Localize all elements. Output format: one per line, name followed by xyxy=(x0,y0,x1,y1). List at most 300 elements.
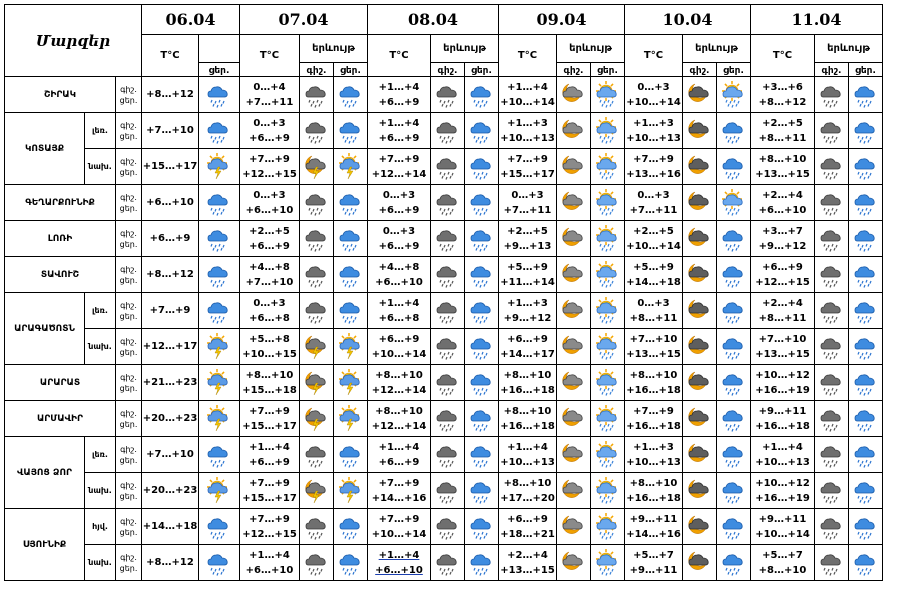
dark-rain-cloud-icon xyxy=(434,441,462,469)
dark-rain-cloud-icon xyxy=(434,153,462,181)
day-label: ցեր. xyxy=(119,275,138,285)
night-temp: +2…+4 xyxy=(762,297,803,309)
night-temp: +8…+10 xyxy=(375,405,423,417)
day-weather-icon-cell xyxy=(717,329,751,365)
night-label: գիշ. xyxy=(120,336,137,346)
dark-rain-cloud-icon xyxy=(434,333,462,361)
night-weather-icon-cell xyxy=(557,329,591,365)
night-label: գիշ. xyxy=(120,228,137,238)
moon-cloud-icon xyxy=(560,405,588,433)
day-weather-icon-cell xyxy=(591,401,625,437)
temp-range-cell xyxy=(625,509,683,545)
day-weather-icon-cell xyxy=(717,77,751,113)
day-temp: +9…+12 xyxy=(758,240,807,252)
day-temp: +16…+18 xyxy=(755,420,810,432)
day-label: ցեր. xyxy=(119,95,138,105)
table-row xyxy=(5,257,883,293)
dark-rain-cloud-icon xyxy=(434,117,462,145)
night-temp: +9…+11 xyxy=(758,405,807,417)
table-row xyxy=(5,401,883,437)
weather-icon-cell xyxy=(199,437,240,473)
date-header: 10.04 xyxy=(625,5,751,35)
night-temp: +1…+4 xyxy=(762,441,803,453)
night-weather-icon-cell xyxy=(300,149,334,185)
rain-icon xyxy=(205,225,233,253)
moon-cloud-icon xyxy=(560,189,588,217)
temp-range-cell xyxy=(751,437,815,473)
moon-dark-cloud-icon xyxy=(686,297,714,325)
day-weather-icon-cell xyxy=(591,221,625,257)
time-of-day-label xyxy=(116,473,142,509)
time-of-day-label xyxy=(116,293,142,329)
rain-icon xyxy=(337,225,365,253)
rain-icon xyxy=(468,549,496,577)
region-name: ՏԱՎՈՒՇ xyxy=(5,257,116,293)
night-temp: +8…+10 xyxy=(375,369,423,381)
day-weather-icon-cell xyxy=(334,437,368,473)
night-weather-icon-cell xyxy=(683,185,717,221)
temp-range-cell xyxy=(240,149,300,185)
table-row xyxy=(5,437,883,473)
sun-cloud-icon xyxy=(720,81,748,109)
day-label: ցեր. xyxy=(119,347,138,357)
rain-icon xyxy=(205,441,233,469)
temp-day-cell: +8…+12 xyxy=(142,257,199,293)
night-temp: 0…+3 xyxy=(511,189,544,201)
day-temp: +12…+14 xyxy=(371,384,427,396)
night-temp: +7…+9 xyxy=(249,513,290,525)
day-temp: +12…+14 xyxy=(371,420,427,432)
night-temp: +1…+4 xyxy=(378,81,420,93)
temp-range-cell xyxy=(751,185,815,221)
temp-day-cell: +15…+17 xyxy=(142,149,199,185)
day-temp: +10…+14 xyxy=(755,528,810,540)
night-temp: +1…+4 xyxy=(507,81,548,93)
night-weather-icon-cell xyxy=(431,257,465,293)
night-weather-icon-cell xyxy=(431,77,465,113)
night-temp: +6…+9 xyxy=(762,261,803,273)
day-temp: +16…+18 xyxy=(500,384,555,396)
rain-icon xyxy=(468,261,496,289)
night-weather-icon-cell xyxy=(815,437,849,473)
temp-range-cell xyxy=(499,509,557,545)
dark-rain-cloud-icon xyxy=(818,441,846,469)
dark-rain-cloud-icon xyxy=(434,369,462,397)
day-temp: +16…+19 xyxy=(755,384,810,396)
day-label: ցեր. xyxy=(119,527,138,537)
moon-dark-cloud-icon xyxy=(686,333,714,361)
day-temp: +16…+18 xyxy=(626,384,681,396)
day-weather-icon-cell xyxy=(849,185,883,221)
phen-header: երևույթ xyxy=(683,35,751,63)
time-of-day-label xyxy=(116,329,142,365)
moon-dark-cloud-icon xyxy=(686,477,714,505)
day-label: ցեր. xyxy=(119,131,138,141)
dark-rain-cloud-icon xyxy=(303,297,331,325)
day-temp: +9…+12 xyxy=(503,312,552,324)
night-temp: +7…+9 xyxy=(633,153,674,165)
dark-rain-cloud-icon xyxy=(303,117,331,145)
day-weather-icon-cell xyxy=(717,365,751,401)
dark-rain-cloud-icon xyxy=(818,513,846,541)
temp-range-cell xyxy=(751,113,815,149)
night-weather-icon-cell xyxy=(683,221,717,257)
night-weather-icon-cell xyxy=(300,329,334,365)
zone-label: նախ. xyxy=(85,329,116,365)
day-temp: +8…+12 xyxy=(758,96,807,108)
night-weather-icon-cell xyxy=(557,509,591,545)
moon-dark-cloud-icon xyxy=(686,405,714,433)
region-name: ԱՐԱԳԱԾՈՏՆ xyxy=(5,293,85,365)
dark-rain-cloud-icon xyxy=(303,513,331,541)
temp-range-cell xyxy=(499,113,557,149)
region-name: ԳԵՂԱՐՔՈՒՆԻՔ xyxy=(5,185,116,221)
rain-icon xyxy=(852,117,880,145)
rain-icon xyxy=(852,549,880,577)
temp-range-cell xyxy=(499,437,557,473)
temp-range-cell xyxy=(368,257,431,293)
moon-thunderstorm-icon xyxy=(303,405,331,433)
night-weather-icon-cell xyxy=(300,77,334,113)
night-weather-icon-cell xyxy=(815,221,849,257)
day-weather-icon-cell xyxy=(849,221,883,257)
day-weather-icon-cell xyxy=(334,113,368,149)
night-weather-icon-cell xyxy=(300,473,334,509)
sun-cloud-icon xyxy=(594,225,622,253)
zone-label: հյվ. xyxy=(85,509,116,545)
table-row xyxy=(5,545,883,581)
night-weather-icon-cell xyxy=(815,401,849,437)
day-temp: +11…+14 xyxy=(500,276,555,288)
day-temp: +6…+10 xyxy=(375,276,423,288)
sun-cloud-icon xyxy=(594,405,622,433)
night-weather-icon-cell xyxy=(557,293,591,329)
rain-icon xyxy=(720,441,748,469)
day-weather-icon-cell xyxy=(465,365,499,401)
sun-cloud-icon xyxy=(594,189,622,217)
sun-thunderstorm-icon xyxy=(337,333,365,361)
moon-dark-cloud-icon xyxy=(686,441,714,469)
day-weather-icon-cell xyxy=(465,221,499,257)
dark-rain-cloud-icon xyxy=(434,513,462,541)
rain-icon xyxy=(205,81,233,109)
night-weather-icon-cell xyxy=(683,545,717,581)
day-weather-icon-cell xyxy=(334,185,368,221)
day-temp: +7…+10 xyxy=(245,276,294,288)
night-weather-icon-cell xyxy=(815,509,849,545)
rain-icon xyxy=(720,153,748,181)
day-weather-icon-cell xyxy=(591,185,625,221)
sun-cloud-icon xyxy=(594,477,622,505)
day-temp: +15…+18 xyxy=(242,384,297,396)
night-label: գիշ. xyxy=(120,84,137,94)
weather-icon-cell xyxy=(199,221,240,257)
dark-rain-cloud-icon xyxy=(818,81,846,109)
temp-range-cell xyxy=(625,293,683,329)
temp-range-cell xyxy=(368,545,431,581)
dark-rain-cloud-icon xyxy=(818,477,846,505)
temp-day-cell: +8…+12 xyxy=(142,545,199,581)
day-label: ցեր. xyxy=(119,203,138,213)
day-subheader: ցեր. xyxy=(717,63,751,77)
night-temp: +5…+7 xyxy=(762,549,803,561)
moon-cloud-icon xyxy=(560,549,588,577)
region-name: ԱՐՄԱՎԻՐ xyxy=(5,401,116,437)
day-temp: +6…+9 xyxy=(249,132,290,144)
night-temp: +7…+9 xyxy=(633,405,674,417)
time-of-day-label xyxy=(116,77,142,113)
moon-dark-cloud-icon xyxy=(686,369,714,397)
night-weather-icon-cell xyxy=(431,329,465,365)
night-temp: +1…+4 xyxy=(378,549,420,561)
sun-cloud-icon xyxy=(594,513,622,541)
dark-rain-cloud-icon xyxy=(818,189,846,217)
day-temp: +14…+16 xyxy=(371,492,427,504)
sun-thunderstorm-icon xyxy=(337,369,365,397)
weather-icon-cell xyxy=(199,185,240,221)
moon-cloud-icon xyxy=(560,477,588,505)
day-temp: +6…+9 xyxy=(378,204,420,216)
temp-range-cell xyxy=(368,473,431,509)
day-weather-icon-cell xyxy=(591,437,625,473)
day-weather-icon-cell xyxy=(591,509,625,545)
date-header: 08.04 xyxy=(368,5,499,35)
phen-header: երևույթ xyxy=(431,35,499,63)
night-temp: +8…+10 xyxy=(503,477,552,489)
dark-rain-cloud-icon xyxy=(818,297,846,325)
night-temp: +4…+8 xyxy=(378,261,420,273)
dark-rain-cloud-icon xyxy=(434,225,462,253)
temp-header: T°C xyxy=(625,35,683,77)
table-row xyxy=(5,293,883,329)
table-row xyxy=(5,113,883,149)
table-row xyxy=(5,77,883,113)
day-temp: +12…+15 xyxy=(755,276,810,288)
temp-range-cell xyxy=(625,113,683,149)
rain-icon xyxy=(852,405,880,433)
night-temp: +9…+11 xyxy=(629,513,678,525)
night-temp: +2…+5 xyxy=(249,225,290,237)
rain-icon xyxy=(337,513,365,541)
night-temp: +7…+9 xyxy=(378,153,420,165)
night-label: գիշ. xyxy=(120,444,137,454)
dark-rain-cloud-icon xyxy=(303,549,331,577)
day-weather-icon-cell xyxy=(717,113,751,149)
night-temp: 0…+3 xyxy=(382,225,416,237)
zone-label: լեռ. xyxy=(85,293,116,329)
temp-range-cell xyxy=(751,257,815,293)
night-temp: +1…+4 xyxy=(378,441,420,453)
moon-dark-cloud-icon xyxy=(686,81,714,109)
moon-cloud-icon xyxy=(560,225,588,253)
night-weather-icon-cell xyxy=(431,113,465,149)
temp-day-cell: +8…+12 xyxy=(142,77,199,113)
day-temp: +10…+13 xyxy=(500,132,555,144)
day-temp: +10…+14 xyxy=(626,96,681,108)
day-temp: +12…+14 xyxy=(371,168,427,180)
day-temp: +6…+9 xyxy=(378,132,420,144)
night-temp: +5…+7 xyxy=(633,549,674,561)
temp-header: T°C xyxy=(142,35,199,77)
night-weather-icon-cell xyxy=(431,437,465,473)
day-weather-icon-cell xyxy=(465,113,499,149)
day-weather-icon-cell xyxy=(849,257,883,293)
temp-range-cell xyxy=(499,401,557,437)
night-weather-icon-cell xyxy=(557,545,591,581)
temp-range-cell xyxy=(751,401,815,437)
night-weather-icon-cell xyxy=(683,365,717,401)
day-weather-icon-cell xyxy=(849,77,883,113)
day-temp: +7…+11 xyxy=(245,96,294,108)
temp-range-cell xyxy=(240,437,300,473)
time-of-day-label xyxy=(116,545,142,581)
night-weather-icon-cell xyxy=(683,401,717,437)
day-temp: +6…+9 xyxy=(249,240,290,252)
temp-range-cell xyxy=(625,329,683,365)
temp-range-cell xyxy=(499,77,557,113)
moon-dark-cloud-icon xyxy=(686,225,714,253)
rain-icon xyxy=(852,81,880,109)
temp-range-cell xyxy=(240,257,300,293)
night-weather-icon-cell xyxy=(815,473,849,509)
night-weather-icon-cell xyxy=(431,293,465,329)
temp-range-cell xyxy=(625,149,683,185)
dark-rain-cloud-icon xyxy=(434,297,462,325)
night-weather-icon-cell xyxy=(815,257,849,293)
day-subheader: ցեր. xyxy=(849,63,883,77)
night-weather-icon-cell xyxy=(815,113,849,149)
night-weather-icon-cell xyxy=(815,329,849,365)
rain-icon xyxy=(720,117,748,145)
weather-icon-cell xyxy=(199,77,240,113)
night-weather-icon-cell xyxy=(431,545,465,581)
date-header: 09.04 xyxy=(499,5,625,35)
day-weather-icon-cell xyxy=(717,221,751,257)
day-subheader: ցեր. xyxy=(199,63,240,77)
temp-header: T°C xyxy=(751,35,815,77)
night-weather-icon-cell xyxy=(300,365,334,401)
dark-rain-cloud-icon xyxy=(818,405,846,433)
sun-thunderstorm-icon xyxy=(205,405,233,433)
temp-range-cell xyxy=(499,149,557,185)
temp-range-cell xyxy=(625,221,683,257)
night-label: գիշ. xyxy=(120,516,137,526)
temp-range-cell xyxy=(240,365,300,401)
day-weather-icon-cell xyxy=(334,293,368,329)
rain-icon xyxy=(468,369,496,397)
rain-icon xyxy=(205,117,233,145)
moon-dark-cloud-icon xyxy=(686,549,714,577)
time-of-day-label xyxy=(116,365,142,401)
night-temp: +5…+8 xyxy=(249,333,290,345)
time-of-day-label xyxy=(116,257,142,293)
night-temp: +1…+4 xyxy=(249,441,290,453)
night-weather-icon-cell xyxy=(300,185,334,221)
day-weather-icon-cell xyxy=(465,185,499,221)
rain-icon xyxy=(337,189,365,217)
time-of-day-label xyxy=(116,149,142,185)
night-temp: +7…+9 xyxy=(378,477,420,489)
night-temp: +2…+5 xyxy=(507,225,548,237)
table-row xyxy=(5,221,883,257)
rain-icon xyxy=(852,477,880,505)
day-weather-icon-cell xyxy=(849,149,883,185)
day-temp: +13…+15 xyxy=(500,564,555,576)
day-temp: +6…+8 xyxy=(249,312,290,324)
day-weather-icon-cell xyxy=(717,149,751,185)
day-weather-icon-cell xyxy=(465,257,499,293)
day-weather-icon-cell xyxy=(334,257,368,293)
night-weather-icon-cell xyxy=(300,401,334,437)
night-temp: +8…+10 xyxy=(245,369,294,381)
day-temp: +8…+11 xyxy=(758,312,807,324)
temp-range-cell xyxy=(751,365,815,401)
temp-day-cell: +20…+23 xyxy=(142,401,199,437)
rain-icon xyxy=(468,333,496,361)
day-temp: +14…+16 xyxy=(626,528,681,540)
night-temp: +1…+3 xyxy=(507,297,548,309)
day-temp: +6…+10 xyxy=(375,564,423,576)
sun-cloud-icon xyxy=(594,261,622,289)
night-weather-icon-cell xyxy=(815,185,849,221)
night-temp: +5…+9 xyxy=(633,261,674,273)
time-of-day-label xyxy=(116,113,142,149)
night-weather-icon-cell xyxy=(557,149,591,185)
temp-range-cell xyxy=(751,293,815,329)
day-weather-icon-cell xyxy=(591,329,625,365)
moon-thunderstorm-icon xyxy=(303,477,331,505)
temp-range-cell xyxy=(240,293,300,329)
temp-range-cell xyxy=(368,329,431,365)
region-name: ՇԻՐԱԿ xyxy=(5,77,116,113)
night-weather-icon-cell xyxy=(300,545,334,581)
day-weather-icon-cell xyxy=(465,401,499,437)
night-subheader: գիշ. xyxy=(300,63,334,77)
temp-range-cell xyxy=(751,545,815,581)
forecast-table xyxy=(4,4,883,581)
moon-cloud-icon xyxy=(560,153,588,181)
night-label: գիշ. xyxy=(120,372,137,382)
day-weather-icon-cell xyxy=(465,149,499,185)
temp-range-cell xyxy=(240,185,300,221)
day-temp: +9…+13 xyxy=(503,240,552,252)
day-weather-icon-cell xyxy=(334,329,368,365)
day-temp: +14…+17 xyxy=(500,348,555,360)
temp-range-cell xyxy=(499,221,557,257)
day-temp: +16…+18 xyxy=(500,420,555,432)
night-subheader: գիշ. xyxy=(815,63,849,77)
sun-cloud-icon xyxy=(594,81,622,109)
moon-dark-cloud-icon xyxy=(686,153,714,181)
table-row xyxy=(5,509,883,545)
rain-icon xyxy=(720,477,748,505)
table-row xyxy=(5,329,883,365)
day-weather-icon-cell xyxy=(334,365,368,401)
day-weather-icon-cell xyxy=(465,473,499,509)
day-label: ցեր. xyxy=(119,419,138,429)
day-weather-icon-cell xyxy=(591,257,625,293)
night-temp: +10…+12 xyxy=(755,369,810,381)
rain-icon xyxy=(852,189,880,217)
night-weather-icon-cell xyxy=(431,185,465,221)
sun-cloud-icon xyxy=(594,333,622,361)
table-row xyxy=(5,365,883,401)
weather-icon-cell xyxy=(199,113,240,149)
day-weather-icon-cell xyxy=(849,473,883,509)
zone-label: լեռ. xyxy=(85,437,116,473)
temp-range-cell xyxy=(625,185,683,221)
night-weather-icon-cell xyxy=(815,365,849,401)
